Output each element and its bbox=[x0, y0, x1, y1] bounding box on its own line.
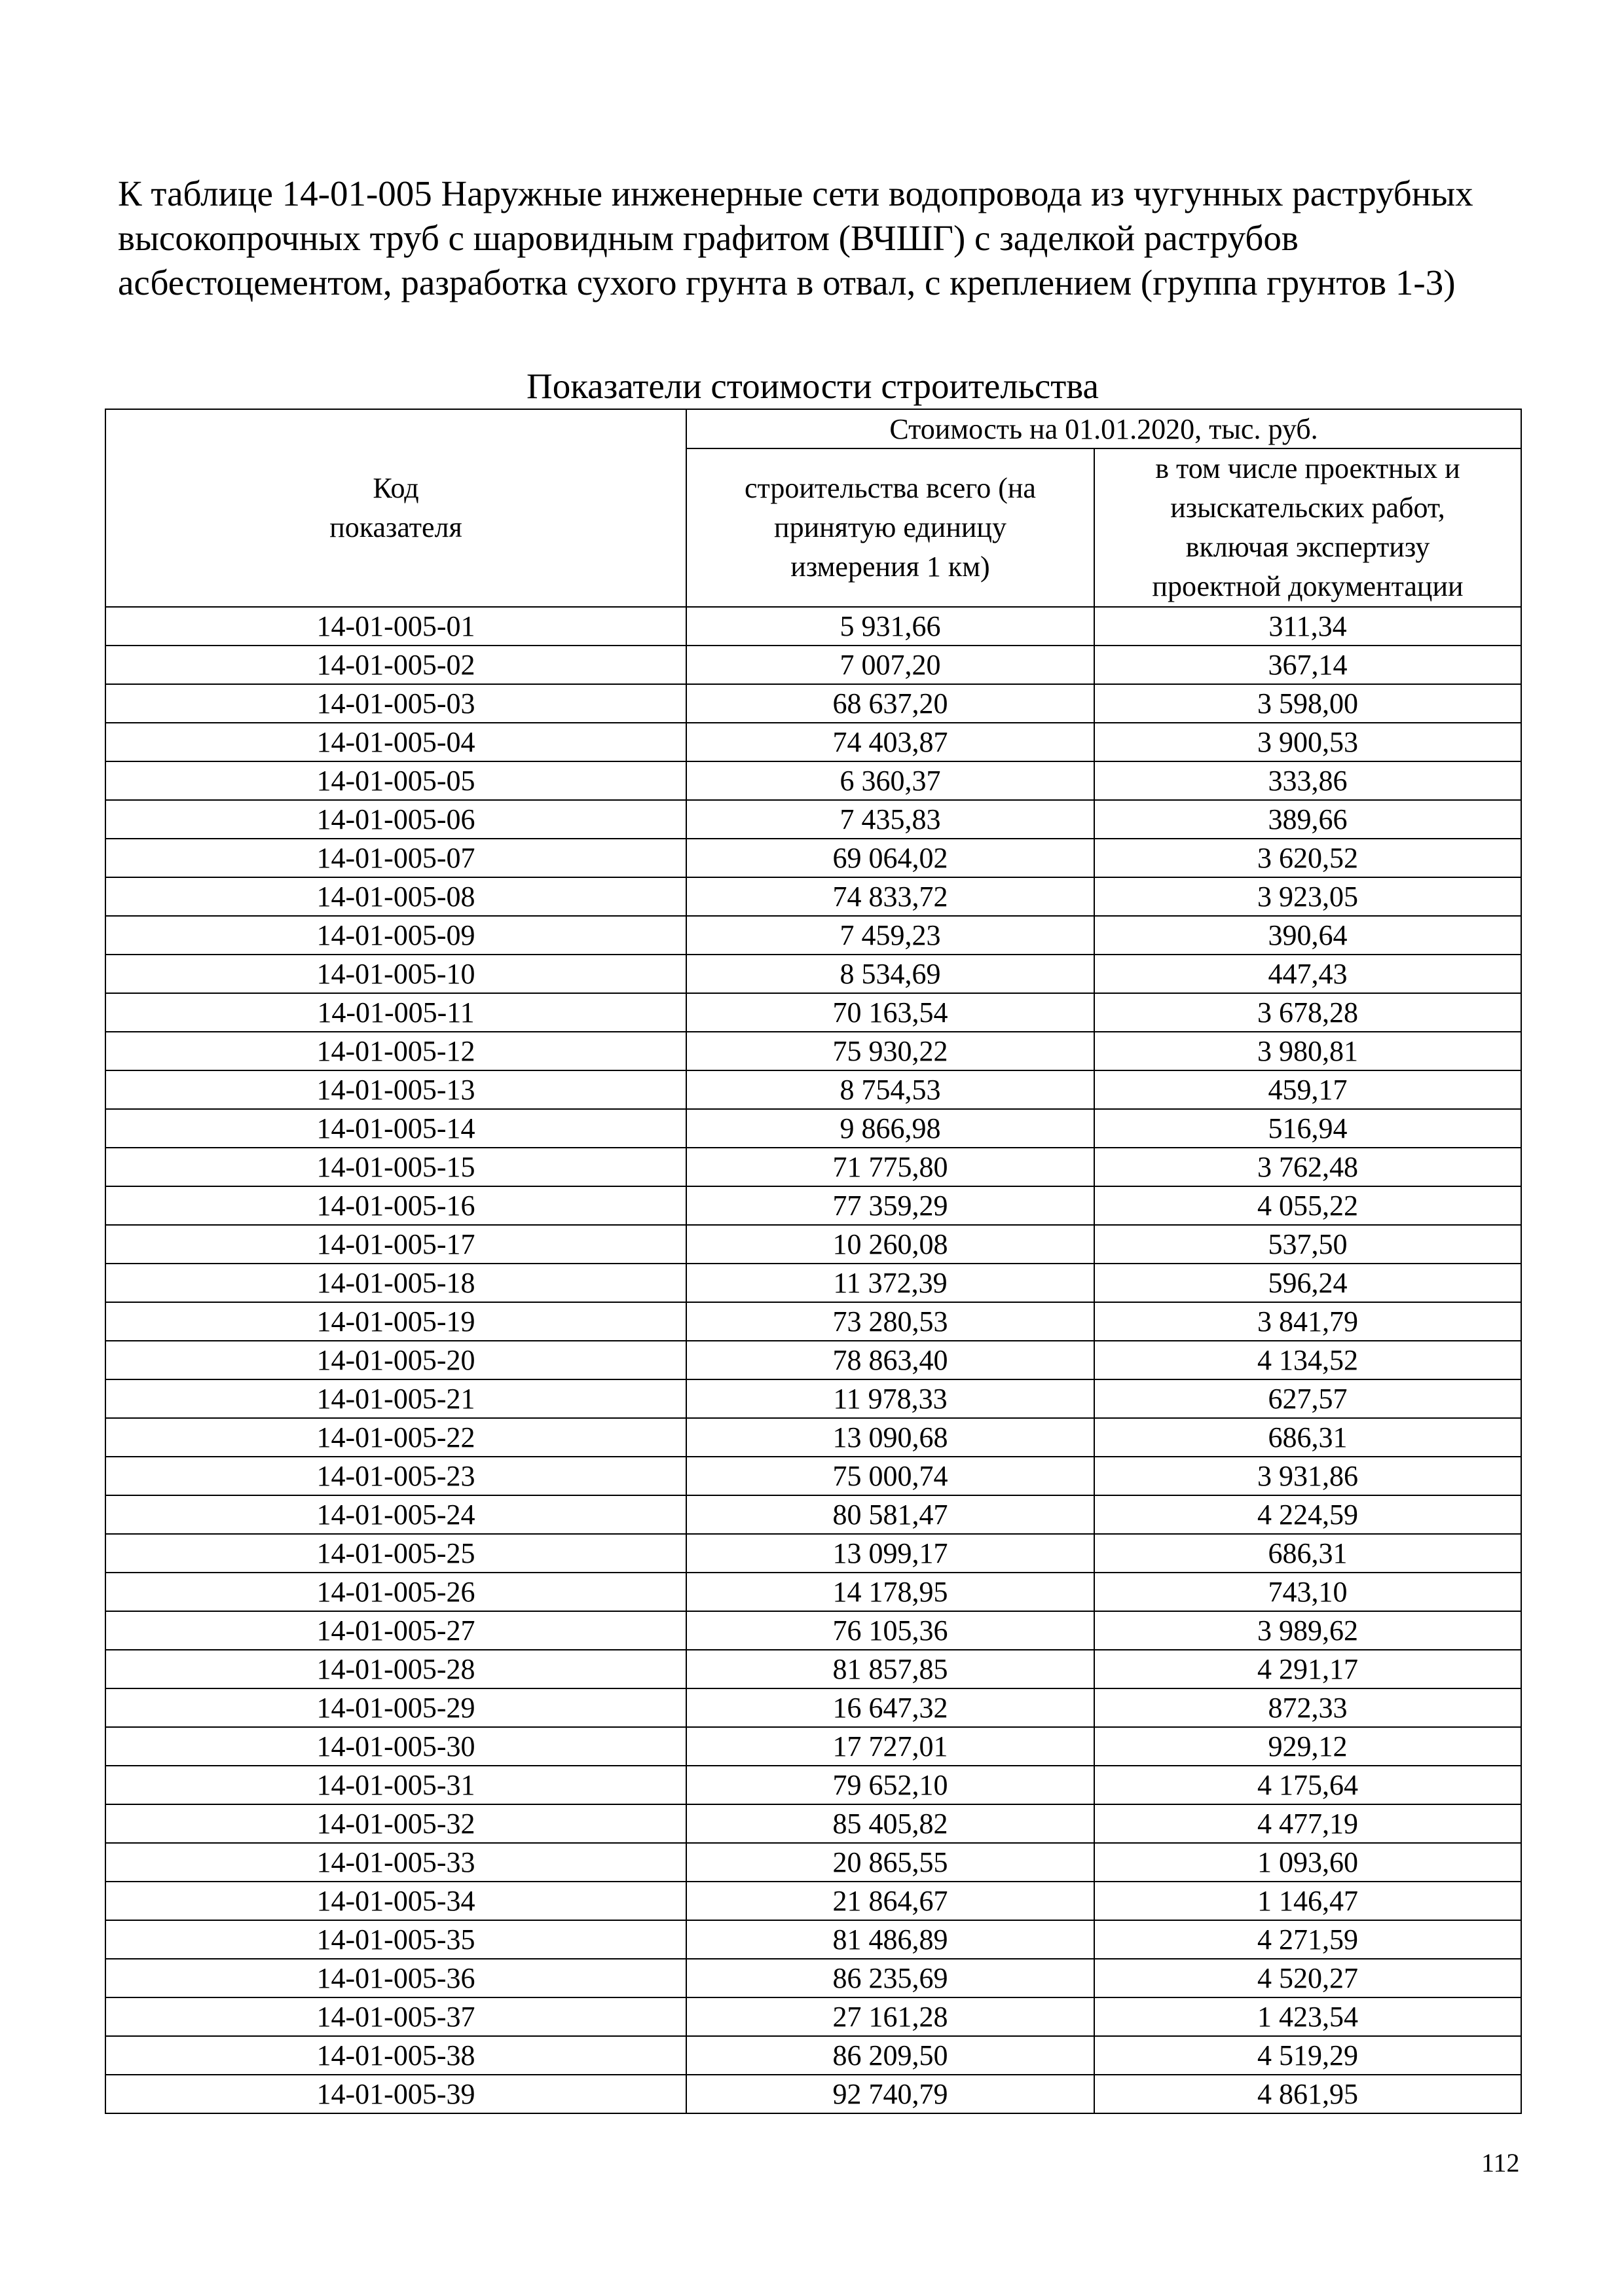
cell-code: 14-01-005-27 bbox=[105, 1611, 686, 1650]
table-row bbox=[105, 1495, 1521, 1534]
cell-construction-total: 78 863,40 bbox=[686, 1341, 1094, 1379]
cell-code: 14-01-005-03 bbox=[105, 684, 686, 723]
cell-design-survey: 3 931,86 bbox=[1094, 1457, 1521, 1495]
header-construction-total bbox=[686, 448, 1094, 607]
cell-construction-total: 7 459,23 bbox=[686, 916, 1094, 955]
cell-design-survey: 447,43 bbox=[1094, 955, 1521, 993]
table-reference-heading: К таблице 14-01-005 Наружные инженерные сети водопровода из чугунных раструбных высокопрочных труб с шаровидным графитом (ВЧШГ) с заделкой раструбов асбестоцементом, разработка сухого грунта в отвал, с креплением (группа грунтов 1-3) bbox=[118, 173, 1473, 302]
cell-code: 14-01-005-24 bbox=[105, 1495, 686, 1534]
table-row bbox=[105, 2075, 1521, 2113]
table-row bbox=[105, 955, 1521, 993]
cell-design-survey: 3 989,62 bbox=[1094, 1611, 1521, 1650]
cell-design-survey: 459,17 bbox=[1094, 1070, 1521, 1109]
cell-construction-total: 17 727,01 bbox=[686, 1727, 1094, 1766]
cell-construction-total: 13 099,17 bbox=[686, 1534, 1094, 1573]
cell-construction-total: 92 740,79 bbox=[686, 2075, 1094, 2113]
cell-code: 14-01-005-13 bbox=[105, 1070, 686, 1109]
table-row bbox=[105, 1341, 1521, 1379]
cell-design-survey: 3 762,48 bbox=[1094, 1148, 1521, 1186]
table-row bbox=[105, 1070, 1521, 1109]
cell-design-survey: 872,33 bbox=[1094, 1688, 1521, 1727]
cell-construction-total: 8 534,69 bbox=[686, 955, 1094, 993]
cell-code: 14-01-005-22 bbox=[105, 1418, 686, 1457]
cell-code: 14-01-005-23 bbox=[105, 1457, 686, 1495]
cell-construction-total: 69 064,02 bbox=[686, 839, 1094, 877]
table-row bbox=[105, 1109, 1521, 1148]
cell-design-survey: 1 093,60 bbox=[1094, 1843, 1521, 1882]
header-code-label: Код показателя bbox=[329, 472, 462, 543]
cell-construction-total: 81 857,85 bbox=[686, 1650, 1094, 1688]
cell-code: 14-01-005-16 bbox=[105, 1186, 686, 1225]
cell-code: 14-01-005-35 bbox=[105, 1920, 686, 1959]
table-row bbox=[105, 839, 1521, 877]
table-row bbox=[105, 1611, 1521, 1650]
cell-design-survey: 4 477,19 bbox=[1094, 1804, 1521, 1843]
cost-indicators-table bbox=[105, 409, 1522, 2114]
table-row bbox=[105, 1727, 1521, 1766]
cell-design-survey: 3 598,00 bbox=[1094, 684, 1521, 723]
table-row bbox=[105, 877, 1521, 916]
cell-code: 14-01-005-19 bbox=[105, 1302, 686, 1341]
cell-code: 14-01-005-05 bbox=[105, 761, 686, 800]
cell-design-survey: 3 900,53 bbox=[1094, 723, 1521, 761]
cell-construction-total: 79 652,10 bbox=[686, 1766, 1094, 1804]
table-row bbox=[105, 1225, 1521, 1264]
cell-construction-total: 76 105,36 bbox=[686, 1611, 1094, 1650]
table-row bbox=[105, 1804, 1521, 1843]
cell-code: 14-01-005-02 bbox=[105, 646, 686, 684]
table-row bbox=[105, 723, 1521, 761]
cell-code: 14-01-005-18 bbox=[105, 1264, 686, 1302]
table-row bbox=[105, 1650, 1521, 1688]
cell-design-survey: 3 620,52 bbox=[1094, 839, 1521, 877]
cell-construction-total: 5 931,66 bbox=[686, 607, 1094, 646]
cell-design-survey: 929,12 bbox=[1094, 1727, 1521, 1766]
cell-code: 14-01-005-12 bbox=[105, 1032, 686, 1070]
table-row bbox=[105, 1302, 1521, 1341]
cell-code: 14-01-005-20 bbox=[105, 1341, 686, 1379]
cell-design-survey: 333,86 bbox=[1094, 761, 1521, 800]
cell-design-survey: 3 678,28 bbox=[1094, 993, 1521, 1032]
cell-design-survey: 686,31 bbox=[1094, 1534, 1521, 1573]
cell-design-survey: 596,24 bbox=[1094, 1264, 1521, 1302]
cell-code: 14-01-005-01 bbox=[105, 607, 686, 646]
cell-construction-total: 6 360,37 bbox=[686, 761, 1094, 800]
cell-design-survey: 367,14 bbox=[1094, 646, 1521, 684]
cell-construction-total: 21 864,67 bbox=[686, 1882, 1094, 1920]
table-row bbox=[105, 1882, 1521, 1920]
cell-code: 14-01-005-09 bbox=[105, 916, 686, 955]
cell-construction-total: 77 359,29 bbox=[686, 1186, 1094, 1225]
cell-code: 14-01-005-11 bbox=[105, 993, 686, 1032]
cell-construction-total: 70 163,54 bbox=[686, 993, 1094, 1032]
cell-design-survey: 4 291,17 bbox=[1094, 1650, 1521, 1688]
table-row bbox=[105, 1920, 1521, 1959]
cell-design-survey: 4 055,22 bbox=[1094, 1186, 1521, 1225]
cell-code: 14-01-005-34 bbox=[105, 1882, 686, 1920]
cell-design-survey: 3 980,81 bbox=[1094, 1032, 1521, 1070]
cell-design-survey: 4 520,27 bbox=[1094, 1959, 1521, 1997]
cell-design-survey: 1 146,47 bbox=[1094, 1882, 1521, 1920]
table-row bbox=[105, 916, 1521, 955]
cell-construction-total: 11 372,39 bbox=[686, 1264, 1094, 1302]
cell-design-survey: 311,34 bbox=[1094, 607, 1521, 646]
cell-code: 14-01-005-38 bbox=[105, 2036, 686, 2075]
table-row bbox=[105, 1032, 1521, 1070]
cell-code: 14-01-005-17 bbox=[105, 1225, 686, 1264]
cell-code: 14-01-005-31 bbox=[105, 1766, 686, 1804]
cell-design-survey: 4 175,64 bbox=[1094, 1766, 1521, 1804]
cell-code: 14-01-005-29 bbox=[105, 1688, 686, 1727]
cell-design-survey: 686,31 bbox=[1094, 1418, 1521, 1457]
cell-construction-total: 8 754,53 bbox=[686, 1070, 1094, 1109]
cell-construction-total: 7 007,20 bbox=[686, 646, 1094, 684]
header-cost-group: Стоимость на 01.01.2020, тыс. руб. bbox=[686, 409, 1521, 448]
table-row bbox=[105, 607, 1521, 646]
cell-construction-total: 71 775,80 bbox=[686, 1148, 1094, 1186]
table-row bbox=[105, 1573, 1521, 1611]
table-row bbox=[105, 646, 1521, 684]
cell-construction-total: 16 647,32 bbox=[686, 1688, 1094, 1727]
header-design-survey bbox=[1094, 448, 1521, 607]
cell-construction-total: 27 161,28 bbox=[686, 1997, 1094, 2036]
cell-construction-total: 75 930,22 bbox=[686, 1032, 1094, 1070]
cell-construction-total: 13 090,68 bbox=[686, 1418, 1094, 1457]
cell-code: 14-01-005-36 bbox=[105, 1959, 686, 1997]
cell-design-survey: 627,57 bbox=[1094, 1379, 1521, 1418]
cell-construction-total: 85 405,82 bbox=[686, 1804, 1094, 1843]
table-row bbox=[105, 2036, 1521, 2075]
cell-code: 14-01-005-25 bbox=[105, 1534, 686, 1573]
table-row bbox=[105, 1688, 1521, 1727]
cell-code: 14-01-005-15 bbox=[105, 1148, 686, 1186]
cell-design-survey: 4 271,59 bbox=[1094, 1920, 1521, 1959]
cell-construction-total: 81 486,89 bbox=[686, 1920, 1094, 1959]
cell-code: 14-01-005-04 bbox=[105, 723, 686, 761]
header-code bbox=[105, 409, 686, 607]
table-row bbox=[105, 684, 1521, 723]
cell-code: 14-01-005-28 bbox=[105, 1650, 686, 1688]
cell-code: 14-01-005-08 bbox=[105, 877, 686, 916]
cell-construction-total: 75 000,74 bbox=[686, 1457, 1094, 1495]
table-row bbox=[105, 993, 1521, 1032]
cell-construction-total: 74 833,72 bbox=[686, 877, 1094, 916]
cell-design-survey: 4 861,95 bbox=[1094, 2075, 1521, 2113]
cell-code: 14-01-005-30 bbox=[105, 1727, 686, 1766]
cell-code: 14-01-005-26 bbox=[105, 1573, 686, 1611]
cell-design-survey: 1 423,54 bbox=[1094, 1997, 1521, 2036]
cell-code: 14-01-005-39 bbox=[105, 2075, 686, 2113]
cell-design-survey: 3 923,05 bbox=[1094, 877, 1521, 916]
cell-code: 14-01-005-37 bbox=[105, 1997, 686, 2036]
cell-construction-total: 20 865,55 bbox=[686, 1843, 1094, 1882]
table-body bbox=[105, 607, 1521, 2113]
cell-construction-total: 11 978,33 bbox=[686, 1379, 1094, 1418]
table-row bbox=[105, 1766, 1521, 1804]
cell-code: 14-01-005-33 bbox=[105, 1843, 686, 1882]
header-design-survey-label: в том числе проектных и изыскательских работ, включая экспертизу проектной документации bbox=[1152, 452, 1464, 602]
table-row bbox=[105, 1457, 1521, 1495]
header-construction-total-label: строительства всего (на принятую единицу измерения 1 км) bbox=[745, 472, 1036, 583]
cell-design-survey: 537,50 bbox=[1094, 1225, 1521, 1264]
cell-construction-total: 74 403,87 bbox=[686, 723, 1094, 761]
cell-design-survey: 516,94 bbox=[1094, 1109, 1521, 1148]
cell-design-survey: 743,10 bbox=[1094, 1573, 1521, 1611]
page-number: 112 bbox=[1481, 2148, 1520, 2178]
table-row bbox=[105, 761, 1521, 800]
table-row bbox=[105, 1959, 1521, 1997]
table-caption: Показатели стоимости строительства bbox=[526, 366, 1099, 406]
cell-construction-total: 14 178,95 bbox=[686, 1573, 1094, 1611]
cell-construction-total: 68 637,20 bbox=[686, 684, 1094, 723]
cell-construction-total: 86 235,69 bbox=[686, 1959, 1094, 1997]
table-row bbox=[105, 1418, 1521, 1457]
cell-code: 14-01-005-07 bbox=[105, 839, 686, 877]
table-row bbox=[105, 1843, 1521, 1882]
cell-construction-total: 73 280,53 bbox=[686, 1302, 1094, 1341]
cell-construction-total: 86 209,50 bbox=[686, 2036, 1094, 2075]
cell-construction-total: 80 581,47 bbox=[686, 1495, 1094, 1534]
cell-construction-total: 7 435,83 bbox=[686, 800, 1094, 839]
table-row bbox=[105, 1379, 1521, 1418]
cell-design-survey: 389,66 bbox=[1094, 800, 1521, 839]
table-row bbox=[105, 1997, 1521, 2036]
cell-construction-total: 9 866,98 bbox=[686, 1109, 1094, 1148]
table-row bbox=[105, 800, 1521, 839]
table-row bbox=[105, 1148, 1521, 1186]
table-row bbox=[105, 1264, 1521, 1302]
cell-construction-total: 10 260,08 bbox=[686, 1225, 1094, 1264]
cell-design-survey: 4 519,29 bbox=[1094, 2036, 1521, 2075]
cell-code: 14-01-005-06 bbox=[105, 800, 686, 839]
cell-code: 14-01-005-10 bbox=[105, 955, 686, 993]
cell-design-survey: 3 841,79 bbox=[1094, 1302, 1521, 1341]
table-row bbox=[105, 1534, 1521, 1573]
cell-design-survey: 390,64 bbox=[1094, 916, 1521, 955]
cell-code: 14-01-005-32 bbox=[105, 1804, 686, 1843]
cell-code: 14-01-005-21 bbox=[105, 1379, 686, 1418]
cell-code: 14-01-005-14 bbox=[105, 1109, 686, 1148]
cell-design-survey: 4 224,59 bbox=[1094, 1495, 1521, 1534]
table-row bbox=[105, 1186, 1521, 1225]
cell-design-survey: 4 134,52 bbox=[1094, 1341, 1521, 1379]
